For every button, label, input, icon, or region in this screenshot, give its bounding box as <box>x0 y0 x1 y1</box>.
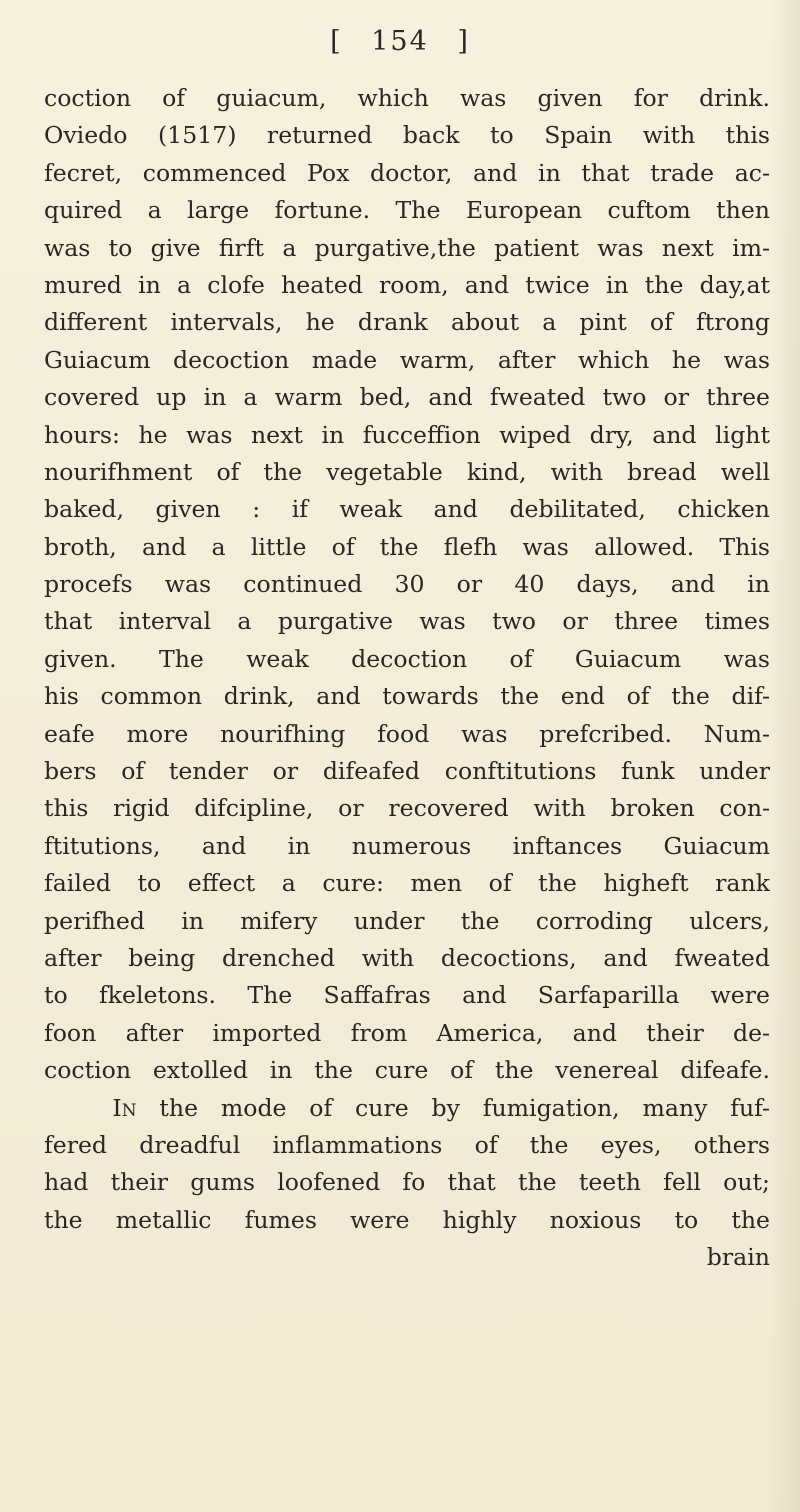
text-line: hours: he was next in fucceffion wiped dry, and light <box>44 420 770 449</box>
text-line: procefs was continued 30 or 40 days, and in <box>44 570 770 599</box>
text-line: perifhed in mifery under the corroding ulcers, <box>44 906 770 935</box>
text-line: foon after imported from America, and their de- <box>44 1018 770 1047</box>
text-line: different intervals, he drank about a pint of ftrong <box>44 308 770 337</box>
text-line: eafe more nourifhing food was prefcribed. Num- <box>44 719 770 748</box>
text-line: baked, given : if weak and debilitated, chicken <box>44 495 770 524</box>
text-line: quired a large fortune. The European cuftom then <box>44 196 770 225</box>
text-line: fecret, commenced Pox doctor, and in that trade ac- <box>44 158 770 187</box>
body-text <box>44 80 770 1277</box>
text-line: coction of guiacum, which was given for drink. <box>44 84 770 112</box>
text-line: given. The weak decoction of Guiacum was <box>44 644 770 673</box>
text-line: after being drenched with decoctions, and fweated <box>44 943 770 972</box>
text-line: Guiacum decoction made warm, after which he was <box>44 345 770 374</box>
text-line: covered up in a warm bed, and fweated two or three <box>44 383 770 412</box>
text-line: was to give firft a purgative,the patient was next im- <box>44 233 770 262</box>
text-line: bers of tender or difeafed conftitutions funk under <box>44 757 770 786</box>
catchword: brain <box>706 1243 770 1272</box>
text-line: fered dreadful inflammations of the eyes, others <box>44 1130 770 1159</box>
paragraph-initial-word: In <box>112 1093 137 1122</box>
paragraph-line-rest: the mode of cure by fumigation, many fuf- <box>159 1093 770 1122</box>
text-line: mured in a clofe heated room, and twice in the day,at <box>44 270 770 299</box>
paragraph-start-line <box>44 1090 770 1127</box>
text-line: nourifhment of the vegetable kind, with bread well <box>44 457 770 486</box>
text-line: had their gums loofened fo that the teeth fell out; <box>44 1168 770 1197</box>
text-line: ftitutions, and in numerous inftances Guiacum <box>44 831 770 860</box>
text-line: broth, and a little of the flefh was allowed. This <box>44 532 770 561</box>
text-line: his common drink, and towards the end of the dif- <box>44 682 770 711</box>
text-line: the metallic fumes were highly noxious to the <box>44 1205 770 1234</box>
text-line: to fkeletons. The Saffafras and Sarfaparilla were <box>44 981 770 1010</box>
running-head-page-number: [ 154 ] <box>330 26 470 57</box>
text-line: this rigid difcipline, or recovered with broken con- <box>44 794 770 823</box>
text-line: coction extolled in the cure of the venereal difeafe. <box>44 1056 770 1085</box>
text-line: failed to effect a cure: men of the higheft rank <box>44 869 770 898</box>
text-line: Oviedo (1517) returned back to Spain with this <box>44 121 770 150</box>
text-line: that interval a purgative was two or three times <box>44 607 770 636</box>
